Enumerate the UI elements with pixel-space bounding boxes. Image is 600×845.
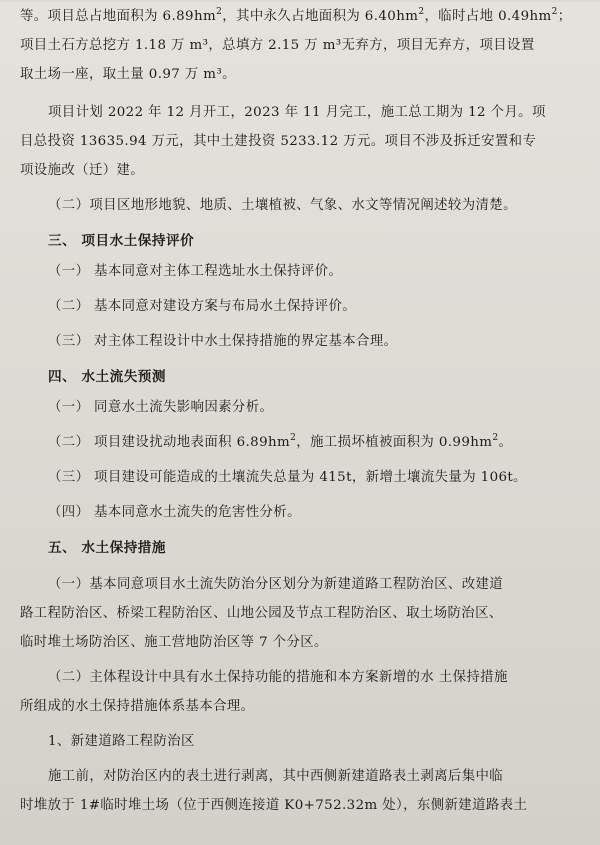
- paragraph-line: 施工前，对防治区内的表土进行剥离，其中西侧新建道路表土剥离后集中临: [48, 769, 504, 784]
- section-heading: 三、 项目水土保持评价: [48, 233, 195, 249]
- paragraph-line: 所组成的水土保持措施体系基本合理。: [20, 699, 255, 714]
- paragraph-line: （二）主体程设计中具有水土保持功能的措施和本方案新增的水 土保持措施: [48, 670, 508, 685]
- paragraph-line: 临时堆土场防治区、施工营地防治区等 7 个分区。: [20, 635, 328, 650]
- text-run: ，其中永久占地面积为 6.40hm: [222, 9, 419, 24]
- section-heading: 四、 水土流失预测: [48, 369, 166, 385]
- superscript: 2: [216, 7, 223, 17]
- superscript: 2: [418, 7, 425, 17]
- paragraph-line: （一）基本同意项目水土流失防治分区划分为新建道路工程防治区、改建道: [48, 577, 504, 592]
- paragraph-line: 时堆放于 1#临时堆土场（位于西侧连接道 K0+752.32m 处），东侧新建道路表土: [20, 798, 528, 813]
- list-item: （三） 项目建设可能造成的土壤流失总量为 415t，新增土壤流失量为 106t。: [48, 470, 527, 485]
- paragraph-line: 取土场一座，取土量 0.97 万 m³。: [20, 67, 236, 82]
- subsection-heading: 1、新建道路工程防治区: [48, 734, 195, 749]
- paragraph-line: 路工程防治区、桥梁工程防治区、山地公园及节点工程防治区、取土场防治区、: [20, 606, 503, 621]
- list-item: （四） 基本同意水土流失的危害性分析。: [48, 505, 301, 520]
- text-run: （二） 项目建设扰动地表面积 6.89hm: [48, 435, 291, 450]
- list-item: （一） 基本同意对主体工程选址水土保持评价。: [48, 264, 343, 279]
- paragraph-line: （二）项目区地形地貌、地质、土壤植被、气象、水文等情况阐述较为清楚。: [48, 198, 517, 213]
- paragraph-line: 目总投资 13635.94 万元，其中土建投资 5233.12 万元。项目不涉及拆迁安置和专: [20, 134, 537, 149]
- paragraph-line: [20, 2, 582, 31]
- paragraph-line: 项设施改（迁）建。: [20, 163, 145, 178]
- superscript: 2: [492, 433, 499, 443]
- list-item: [20, 428, 582, 457]
- list-item: （二） 基本同意对建设方案与布局水土保持评价。: [48, 299, 357, 314]
- document-page: [0, 2, 600, 845]
- text-run: 等。项目总占地面积为 6.89hm: [20, 9, 217, 24]
- paragraph-line: 项目计划 2022 年 12 月开工，2023 年 11 月完工，施工总工期为 12 个月。项: [48, 105, 546, 120]
- superscript: 2: [551, 7, 558, 17]
- text-run: ；: [557, 9, 572, 24]
- paragraph-line: 项目土石方总挖方 1.18 万 m³，总填方 2.15 万 m³无弃方，项目无弃方，项目设置: [20, 38, 535, 53]
- text-run: ，临时占地 0.49hm: [424, 9, 552, 24]
- list-item: （三） 对主体工程设计中水土保持措施的界定基本合理。: [48, 334, 398, 349]
- superscript: 2: [290, 433, 297, 443]
- section-heading: 五、 水土保持措施: [48, 540, 166, 556]
- list-item: （一） 同意水土流失影响因素分析。: [48, 400, 274, 415]
- text-run: 。: [498, 435, 513, 450]
- text-run: ，施工损坏植被面积为 0.99hm: [296, 435, 493, 450]
